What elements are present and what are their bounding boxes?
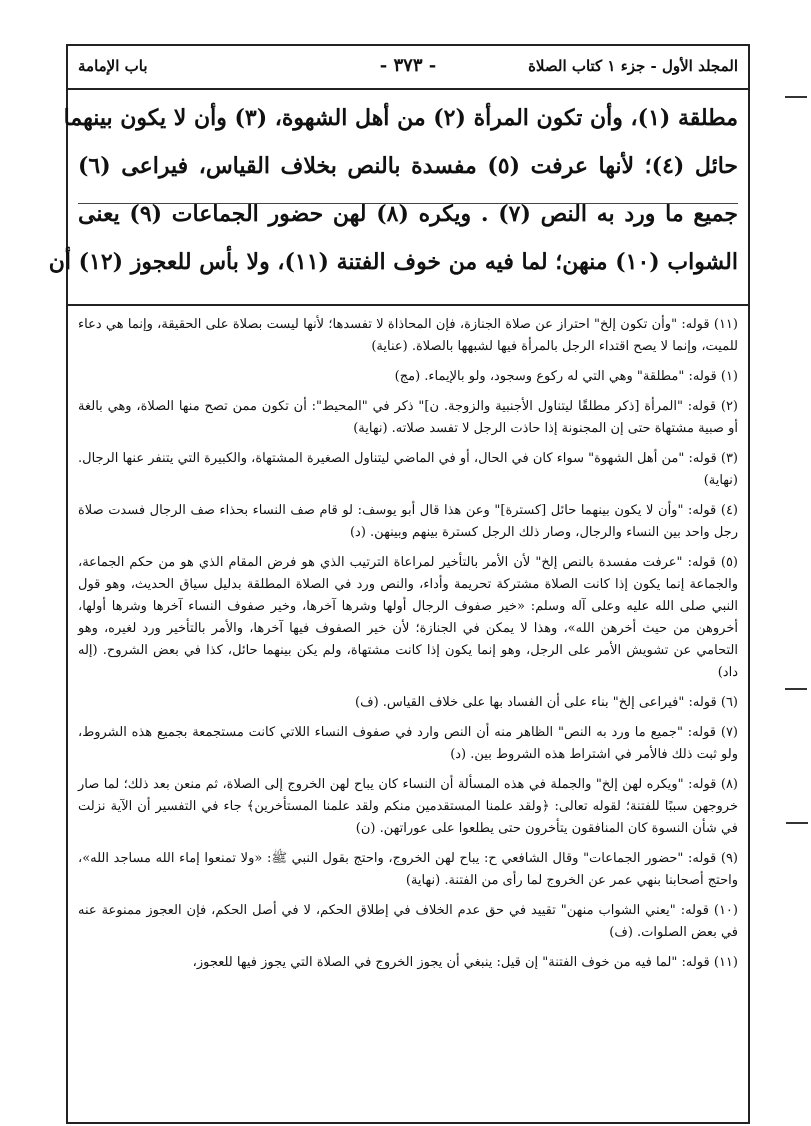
margin-mark — [785, 688, 807, 690]
footnote: (٨) قوله: "ويكره لهن إلخ" والجملة في هذه المسألة أن النساء كان يباح لهن الخروج إلى الصلاة، ثم منعن بعد ذلك؛ لما صار خروجهن سببًا للفتنة؛ لقوله تعالى: ﴿ولقد علمنا المستقدمين منكم ولقد علمنا المستأخرين﴾ جاء في التفسير أن الآية نزلت في شأن النسوة كان المنافقون يتأخرون حتى يطلعوا على عوراتهن. (ن) — [78, 777, 738, 836]
footnotes — [78, 314, 738, 982]
main-text-line: الشواب (١٠) منهن؛ لما فيه من خوف الفتنة (١١)، ولا بأس للعجوز (١٢) أن — [48, 249, 738, 275]
book-page — [48, 44, 750, 1124]
footnote: (١١) قوله: "وأن تكون إلخ" احتراز عن صلاة الجنازة، فإن المحاذاة لا تفسدها؛ لأنها ليست بصلاة على الحقيقة، وإنما هي دعاء للميت، وإنما لا يصح اقتداء الرجل بالمرأة فيها لشبهها بالصلاة. (عناية) — [78, 317, 738, 354]
main-text — [48, 94, 738, 286]
margin-mark — [785, 96, 807, 98]
footnote: (١١) قوله: "لما فيه من خوف الفتنة" إن قيل: ينبغي أن يجوز الخروج في الصلاة التي يجوز فيها للعجوز، — [192, 955, 738, 970]
footnote: (٥) قوله: "عرفت مفسدة بالنص إلخ" لأن الأمر بالتأخير لمراعاة الترتيب الذي هو فرض المقام الذي هو من حكم الجماعة، والجماعة إنما يكون إذا كانت الصلاة مشتركة تحريمة وأداء، والنص ورد في الصلاة المطلقة بدليل سياق الحديث، وهو قول النبي صلى الله عليه وعلى آله وسلم: «خير صفوف الرجال أولها وشرها آخرها، وخير صفوف النساء آخرها وشرها أولها، أخروهن من حيث أخرهن الله»، وهذا لا يمكن في الجنازة؛ لأن خير الصفوف فيها آخرها، والأمر بالتأخير ورد لغيره، وهو التحامي عن تشويش الأمر على الرجل، وهو إنما يكون إذا كانت مشتهاة، ولم يكن بينهما حائل، كذا في بعض الشروح. (إله داد) — [78, 555, 738, 680]
footnote: (٧) قوله: "جميع ما ورد به النص" الظاهر منه أن النص وارد في صفوف النساء اللاتي كانت مستجمعة بجميع هذه الشروط، ولو ثبت ذلك فالأمر في اشتراط هذه الشروط بين. (د) — [78, 725, 738, 762]
footnote: (٤) قوله: "وأن لا يكون بينهما حائل [كسترة]" وعن هذا قال أبو يوسف: لو قام صف النساء بحذاء صف الرجال فسدت صلاة رجل واحد بين النساء والرجال، وصار ذلك الرجل كسترة بينهم وبينهن. (د) — [78, 503, 738, 540]
main-text-line: جميع ما ورد به النص (٧) . ويكره (٨) لهن حضور الجماعات (٩) يعنى — [78, 201, 738, 227]
chapter-title: باب الإمامة — [78, 57, 148, 75]
page-number: - ٣٧٣ - — [379, 55, 437, 76]
main-text-line: مطلقة (١)، وأن تكون المرأة (٢) من أهل الشهوة، (٣) وأن لا يكون بينهما — [63, 105, 738, 131]
volume-title: المجلد الأول - جزء ١ كتاب الصلاة — [528, 57, 738, 75]
text-underline — [78, 203, 738, 204]
footnote: (٣) قوله: "من أهل الشهوة" سواء كان في الحال، أو في الماضي ليتناول الصغيرة المشتهاة، والكبيرة التي يتنفر عنها الرجال. (نهاية) — [78, 451, 738, 488]
page-header — [68, 46, 748, 90]
footnote: (٢) قوله: "المرأة [ذكر مطلقًا ليتناول الأجنبية والزوجة. ن]" ذكر في "المحيط": أن تكون ممن تصح منها الصلاة، وهي بالغة أو صبية مشتهاة حتى إن المجنونة إذا حاذت الرجل لا تفسد صلاته. (نهاية) — [78, 399, 738, 436]
footnote-separator — [68, 304, 748, 306]
margin-mark — [786, 822, 808, 824]
main-text-line: حائل (٤)؛ لأنها عرفت (٥) مفسدة بالنص بخلاف القياس، فيراعى (٦) — [78, 153, 738, 179]
footnote: (١٠) قوله: "يعني الشواب منهن" تقييد في حق عدم الخلاف في إطلاق الحكم، لا في أصل الحكم، فإن العجوز ممنوعة عنه في بعض الصلوات. (ف) — [78, 903, 738, 940]
footnote: (٩) قوله: "حضور الجماعات" وقال الشافعي ح: يباح لهن الخروج، واحتج بقول النبي ﷺ: «ولا تمنعوا إماء الله مساجد الله»، واحتج أصحابنا بنهي عمر عن الخروج لما رأى من الفتنة. (نهاية) — [78, 851, 738, 888]
footnote: (٦) قوله: "فيراعى إلخ" بناء على أن الفساد بها على خلاف القياس. (ف) — [355, 695, 738, 710]
footnote: (١) قوله: "مطلقة" وهي التي له ركوع وسجود، ولو بالإيماء. (مج) — [394, 369, 738, 384]
